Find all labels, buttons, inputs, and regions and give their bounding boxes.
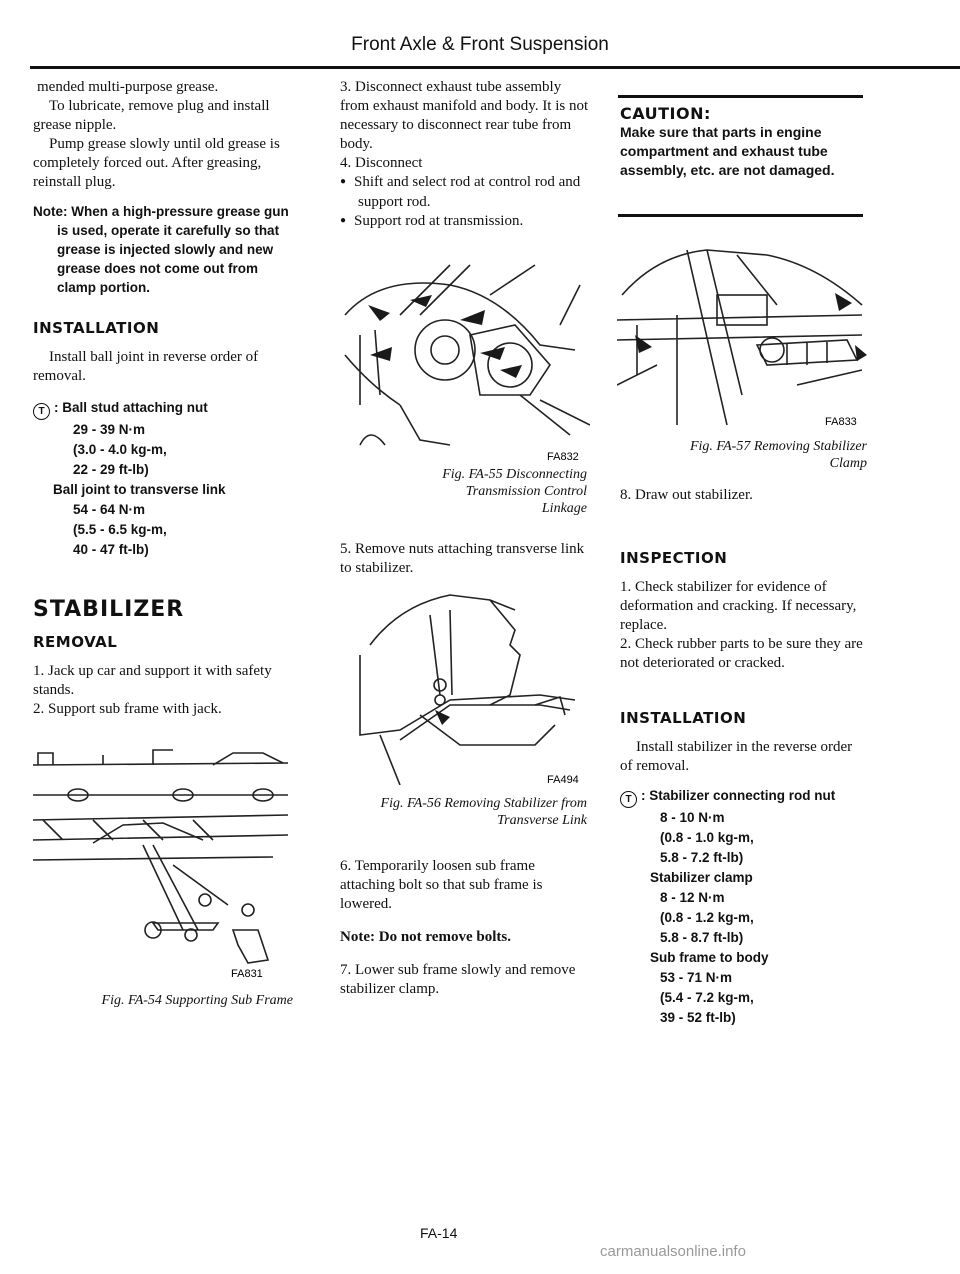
caution-text: Make sure that parts in engine compartment and exhaust tube assembly, etc. are not damaged. [620,124,835,178]
grease-gun-note: Note: When a high-pressure grease gun is used, operate it carefully so that grease is injected slowly and new grease does not come out from clamp portion. [33,204,289,295]
stabilizer-heading: STABILIZER [33,597,185,622]
spec1-ftlb: 22 - 29 ft-lb) [73,462,149,477]
bullet-support-rod: ● Support rod at transmission. [340,212,590,232]
step-3: 3. Disconnect exhaust tube assembly from exhaust manifold and body. It is not necessary to disconnect rear tube from body. [340,79,589,152]
spec-stab-clamp-label: Stabilizer clamp [650,870,753,885]
intro-line: mended multi-purpose grease. [37,79,219,95]
spec-subframe-kgm: (5.4 - 7.2 kg-m, [660,990,754,1005]
figure-fa54-sub-frame [33,745,293,990]
caution-box [620,104,865,180]
fig56-caption-line1: Fig. FA-56 Removing Stabilizer from [380,796,587,811]
step-1: 1. Jack up car and support it with safety stands. [33,663,272,698]
fig55-caption-line1: Fig. FA-55 Disconnecting [442,467,587,482]
spec1-nm: 29 - 39 N·m [73,422,146,437]
step-7: 7. Lower sub frame slowly and remove stabilizer clamp. [340,962,576,997]
do-not-remove-note: Note: Do not remove bolts. [340,929,511,945]
spec-subframe-label: Sub frame to body [650,950,769,965]
fig55-caption-line3: Linkage [541,501,587,516]
step-4: 4. Disconnect [340,155,423,171]
fig55-id: FA832 [547,451,579,463]
spec-subframe-ftlb: 39 - 52 ft-lb) [660,1010,736,1025]
fig57-id: FA833 [825,416,857,428]
fig55-caption [340,466,587,517]
pump-paragraph: Pump grease slowly until old grease is completely forced out. After greasing, reinstall plug. [33,136,280,190]
spec2-ftlb: 40 - 47 ft-lb) [73,542,149,557]
caution-bottom-rule [618,214,863,217]
inspection-heading: INSPECTION [620,549,728,567]
install-text: Install ball joint in reverse order of removal. [33,349,259,384]
page-header-title: Front Axle & Front Suspension [351,34,609,55]
step-6: 6. Temporarily loosen sub frame attaching bolt so that sub frame is lowered. [340,858,543,912]
spec-stab-rod-nm: 8 - 10 N·m [660,810,725,825]
spec-stab-clamp-ftlb: 5.8 - 8.7 ft-lb) [660,930,744,945]
inspection-step-2: 2. Check rubber parts to be sure they are not deteriorated or cracked. [620,636,863,671]
removal-heading: REMOVAL [33,633,118,651]
spec-subframe-nm: 53 - 71 N·m [660,970,733,985]
spec-stab-rod-ftlb: 5.8 - 7.2 ft-lb) [660,850,744,865]
torque-icon: T [33,403,50,420]
step-5: 5. Remove nuts attaching transverse link to stabilizer. [340,541,585,576]
spec1-label: : Ball stud attaching nut [54,400,208,415]
column-1 [33,78,298,719]
step-8: 8. Draw out stabilizer. [620,487,753,503]
spec-stab-rod-kgm: (0.8 - 1.0 kg-m, [660,830,754,845]
inspection-step-1: 1. Check stabilizer for evidence of deformation and cracking. If necessary, replace. [620,579,857,633]
spec2-kgm: (5.5 - 6.5 kg-m, [73,522,167,537]
fig56-caption-line2: Transverse Link [497,813,587,828]
column-2 [340,78,590,232]
caution-title: CAUTION: [620,104,711,123]
step-2: 2. Support sub frame with jack. [33,701,222,717]
torque-icon: T [620,791,637,808]
torque-spec-block [33,398,298,560]
caution-top-rule [618,95,863,98]
page-number: FA-14 [420,1225,458,1241]
column-3-lower [620,486,865,1028]
figure-fa56-stabilizer-link [340,585,590,785]
fig57-caption-line1: Fig. FA-57 Removing Stabilizer [689,439,867,454]
spec-stab-clamp-nm: 8 - 12 N·m [660,890,725,905]
lubricate-paragraph: To lubricate, remove plug and install grease nipple. [33,98,270,133]
fig56-id: FA494 [547,774,579,785]
torque-spec-block-2 [620,786,865,1028]
spec2-nm: 54 - 64 N·m [73,502,146,517]
column-2-lower [340,857,590,999]
spec2-label: Ball joint to transverse link [53,482,226,497]
figure-fa55-transmission-linkage [340,255,590,465]
install-text-2: Install stabilizer in the reverse order of removal. [620,739,853,774]
spec-stab-rod-label: : Stabilizer connecting rod nut [641,788,836,803]
figure-fa57-stabilizer-clamp [617,245,867,430]
fig57-caption [617,438,867,472]
spec1-kgm: (3.0 - 4.0 kg-m, [73,442,167,457]
fig57-caption-line2: Clamp [829,456,867,471]
fig54-id: FA831 [231,968,263,980]
step-5-block [340,540,590,578]
fig55-caption-line2: Transmission Control [465,484,587,499]
watermark: carmanualsonline.info [600,1243,746,1260]
header-rule [30,66,960,69]
installation-heading-2: INSTALLATION [620,709,747,727]
fig54-caption: Fig. FA-54 Supporting Sub Frame [101,993,293,1008]
bullet-shift-rod: ● Shift and select rod at control rod and support rod. [340,173,590,212]
installation-heading: INSTALLATION [33,319,160,337]
fig56-caption [340,795,587,829]
spec-stab-clamp-kgm: (0.8 - 1.2 kg-m, [660,910,754,925]
